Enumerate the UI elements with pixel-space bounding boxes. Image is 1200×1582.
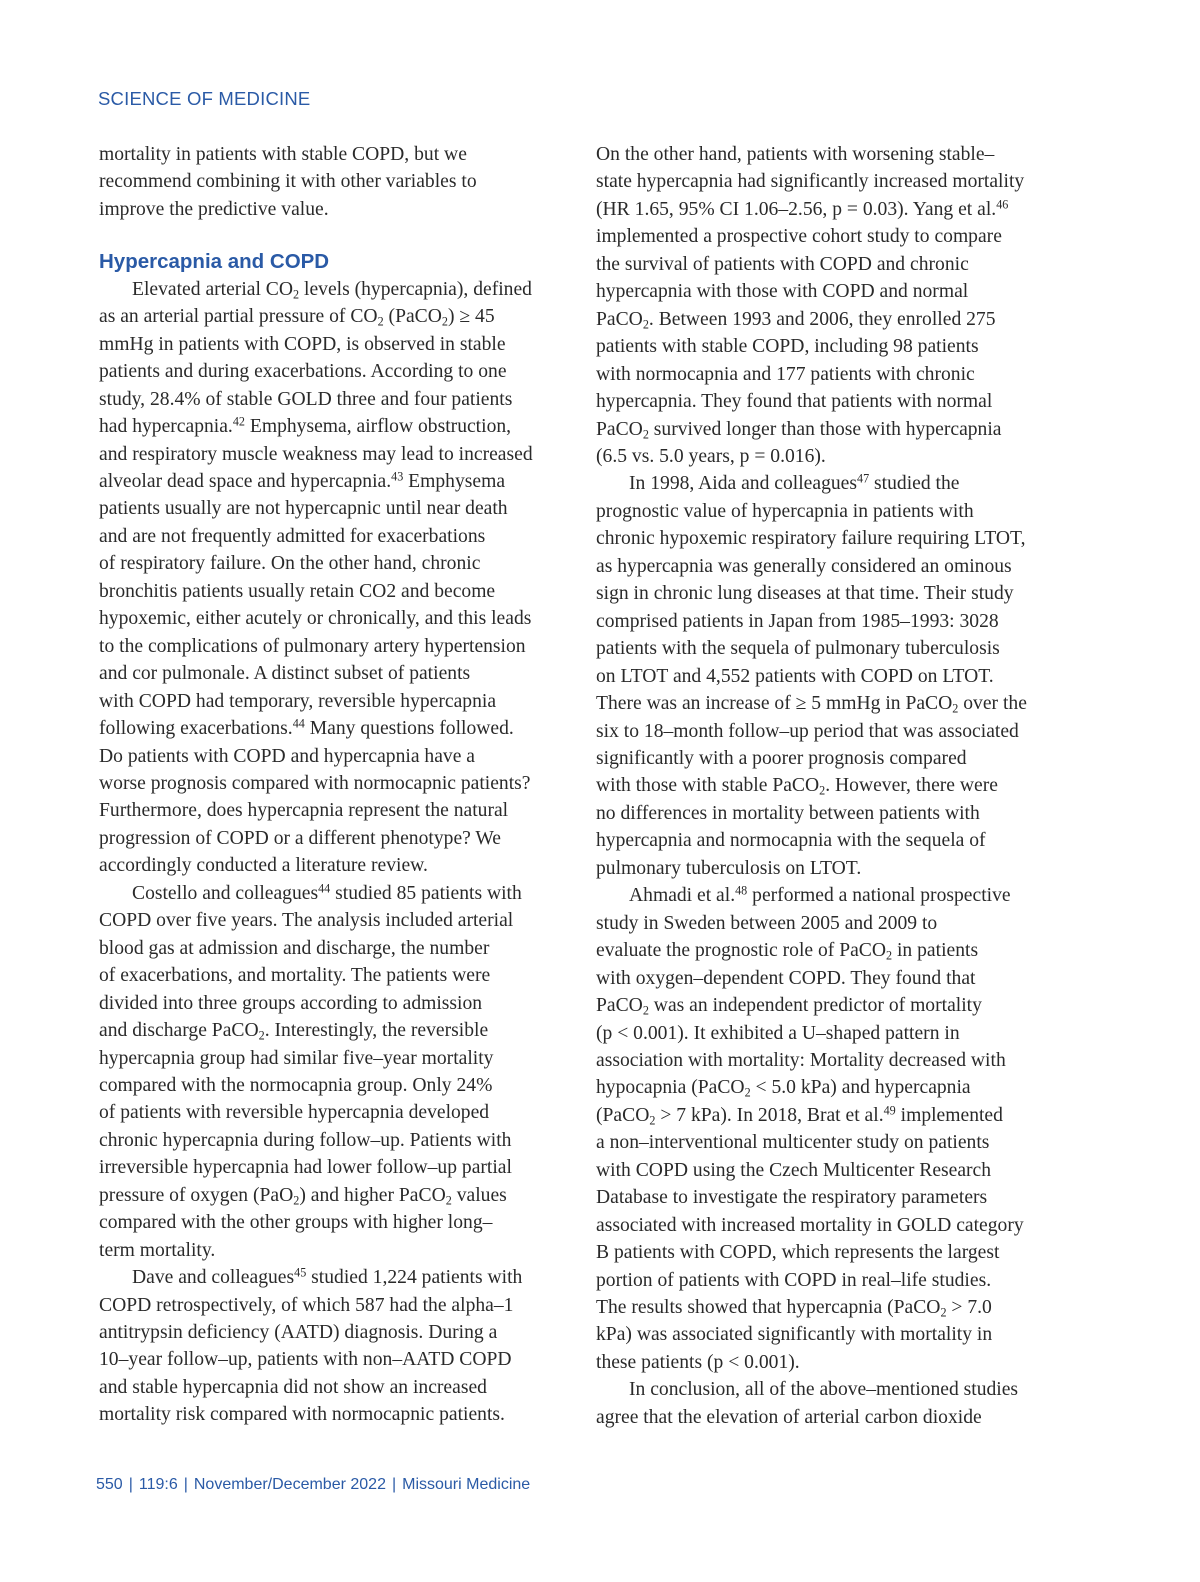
text-line: associated with increased mortality in GOLD category — [596, 1214, 1024, 1236]
text-line: following exacerbations.$^{44}$ Many questions followed. — [99, 716, 514, 740]
text-line: In conclusion, all of the above–mentioned studies — [629, 1379, 1019, 1401]
left-column — [99, 141, 571, 1429]
text-line: PaCO$_2$. Between 1993 and 2006, they enrolled 275 — [596, 308, 996, 332]
text-line: and discharge PaCO$_2$. Interestingly, the reversible — [99, 1020, 489, 1043]
text-line: with COPD had temporary, reversible hypercapnia — [99, 690, 497, 712]
citation-48: 48 — [735, 883, 748, 898]
footer-separator: | — [128, 1476, 133, 1493]
text-line: hypoxemic, either acutely or chronically, and this leads — [99, 608, 532, 630]
text-line: association with mortality: Mortality decreased with — [596, 1049, 1006, 1071]
text-line: hypercapnia with those with COPD and normal — [596, 281, 969, 303]
text-line: pulmonary tuberculosis on LTOT. — [596, 857, 862, 879]
text-line: improve the predictive value. — [99, 198, 329, 220]
text-line: COPD retrospectively, of which 587 had the alpha–1 — [99, 1294, 514, 1316]
text-line: chronic hypoxemic respiratory failure requiring LTOT, — [596, 528, 1026, 550]
text-line: state hypercapnia had significantly increased mortality — [596, 171, 1025, 193]
text-line: of patients with reversible hypercapnia developed — [99, 1102, 490, 1124]
text-line: significantly with a poorer prognosis compared — [596, 747, 967, 769]
issue-number: 119:6 — [138, 1476, 178, 1493]
text-line: patients with stable COPD, including 98 patients — [596, 336, 979, 358]
text-line: compared with the other groups with higher long– — [99, 1212, 493, 1234]
text-line: progression of COPD or a different phenotype? We — [99, 827, 501, 849]
text-line: Ahmadi et al.$^{48}$ performed a national prospective — [629, 883, 1011, 907]
paragraph-aida — [596, 470, 1070, 882]
text-line: In 1998, Aida and colleagues$^{47}$ studied the — [629, 471, 960, 495]
paragraph-dave — [99, 1264, 571, 1429]
text-line: no differences in mortality between patients with — [596, 802, 980, 824]
text-line: hypercapnia. They found that patients with normal — [596, 391, 993, 413]
text-line: comprised patients in Japan from 1985–1993: 3028 — [596, 610, 999, 632]
text-line: of exacerbations, and mortality. The patients were — [99, 965, 491, 987]
text-line: patients usually are not hypercapnic until near death — [99, 498, 508, 520]
text-line: portion of patients with COPD in real–life studies. — [596, 1269, 992, 1291]
journal-name: Missouri Medicine — [402, 1476, 531, 1493]
text-line: Dave and colleagues$^{45}$ studied 1,224 patients with — [132, 1265, 523, 1289]
text-line: agree that the elevation of arterial carbon dioxide — [596, 1406, 982, 1428]
text-line: (PaCO$_2$ > 7 kPa). In 2018, Brat et al.$^{49}$ implemented — [596, 1103, 1003, 1128]
text-line: The results showed that hypercapnia (PaCO$_2$ > 7.0 — [596, 1297, 992, 1320]
text-line: PaCO$_2$ was an independent predictor of mortality — [596, 995, 982, 1018]
paragraph-costello — [99, 880, 571, 1264]
text-line: sign in chronic lung diseases at that time. Their study — [596, 583, 1014, 605]
text-line: (HR 1.65, 95% CI 1.06–2.56, p = 0.03). Yang et al.$^{46}$ — [596, 197, 1009, 220]
text-line: with oxygen–dependent COPD. They found that — [596, 967, 976, 989]
text-line: mmHg in patients with COPD, is observed in stable — [99, 333, 506, 355]
text-line: prognostic value of hypercapnia in patients with — [596, 500, 974, 522]
text-line: B patients with COPD, which represents the largest — [596, 1242, 1000, 1264]
citation-42: 42 — [232, 414, 245, 429]
page-number: 550 — [96, 1476, 123, 1493]
text-line: (p < 0.001). It exhibited a U–shaped pattern in — [596, 1022, 960, 1044]
text-line: (6.5 vs. 5.0 years, p = 0.016). — [596, 445, 826, 467]
text-line: implemented a prospective cohort study to compare — [596, 226, 1002, 248]
citation-47: 47 — [857, 471, 870, 486]
issue-date: November/December 2022 — [193, 1476, 386, 1493]
text-line: on LTOT and 4,552 patients with COPD on LTOT. — [596, 665, 994, 687]
text-line: mortality in patients with stable COPD, but we — [99, 144, 467, 165]
text-line: as hypercapnia was generally considered an ominous — [596, 555, 1012, 577]
text-line: Elevated arterial $CO_2$ levels (hypercapnia), defined — [132, 278, 532, 302]
text-line: alveolar dead space and hypercapnia.$^{43}$ Emphysema — [99, 469, 506, 492]
text-line: On the other hand, patients with worsening stable– — [596, 144, 995, 165]
text-line: Do patients with COPD and hypercapnia have a — [99, 745, 475, 767]
text-line: bronchitis patients usually retain CO2 and become — [99, 580, 496, 602]
text-line: PaCO$_2$ survived longer than those with hypercapnia — [596, 418, 1002, 441]
text-line: hypocapnia (PaCO$_2$ < 5.0 kPa) and hypercapnia — [596, 1077, 971, 1100]
section-heading: Hypercapnia and COPD — [99, 250, 330, 274]
text-line: hypercapnia group had similar five–year mortality — [99, 1047, 494, 1069]
text-line: Database to investigate the respiratory parameters — [596, 1187, 988, 1209]
text-line: six to 18–month follow–up period that was associated — [596, 720, 1019, 742]
page-footer — [96, 1476, 530, 1494]
citation-44: 44 — [318, 881, 331, 896]
citation-45: 45 — [294, 1265, 307, 1280]
text-line: with COPD using the Czech Multicenter Research — [596, 1159, 992, 1181]
text-line: Furthermore, does hypercapnia represent the natural — [99, 800, 509, 822]
text-line: to the complications of pulmonary artery hypertension — [99, 635, 526, 657]
text-line: these patients (p < 0.001). — [596, 1351, 800, 1373]
footer-separator: | — [391, 1476, 397, 1493]
text-line: compared with the normocapnia group. Only 24% — [99, 1074, 493, 1096]
right-column — [596, 141, 1070, 1431]
paragraph-ahmadi — [596, 882, 1070, 1376]
text-line: kPa) was associated significantly with mortality in — [596, 1324, 993, 1346]
citation-43: 43 — [391, 469, 404, 484]
text-line: hypercapnia and normocapnia with the sequela of — [596, 830, 986, 852]
text-line: 10–year follow–up, patients with non–AATD COPD — [99, 1349, 512, 1371]
text-line: with normocapnia and 177 patients with chronic — [596, 363, 975, 385]
text-line: mortality risk compared with normocapnic patients. — [99, 1404, 505, 1426]
text-line: of respiratory failure. On the other hand, chronic — [99, 553, 481, 575]
text-line: recommend combining it with other variables to — [99, 171, 477, 193]
text-line: irreversible hypercapnia had lower follow–up partial — [99, 1157, 512, 1179]
text-line: patients with the sequela of pulmonary tuberculosis — [596, 638, 1000, 660]
text-line: and cor pulmonale. A distinct subset of patients — [99, 663, 471, 685]
paragraph-conclusion — [596, 1376, 1070, 1431]
text-line: had hypercapnia.$^{42}$ Emphysema, airflow obstruction, — [99, 414, 512, 438]
text-line: Costello and colleagues$^{44}$ studied 85 patients with — [132, 881, 522, 904]
text-line: patients and during exacerbations. According to one — [99, 361, 507, 383]
text-line: pressure of oxygen (PaO$_2$) and higher PaCO$_2$ values — [99, 1184, 507, 1208]
text-line: and stable hypercapnia did not show an increased — [99, 1376, 487, 1398]
text-line: divided into three groups according to admission — [99, 992, 483, 1014]
text-line: blood gas at admission and discharge, the number — [99, 937, 490, 959]
text-line: with those with stable PaCO$_2$. However, there were — [596, 775, 998, 798]
text-line: the survival of patients with COPD and chronic — [596, 253, 969, 275]
text-line: and are not frequently admitted for exacerbations — [99, 525, 486, 547]
text-line: a non–interventional multicenter study on patients — [596, 1132, 990, 1154]
paragraph-yang — [596, 141, 1070, 470]
citation-46: 46 — [996, 197, 1009, 212]
section-label: SCIENCE OF MEDICINE — [98, 88, 311, 109]
text-line: study, 28.4% of stable GOLD three and four patients — [99, 388, 513, 410]
text-line: COPD over five years. The analysis included arterial — [99, 910, 514, 932]
text-line: chronic hypercapnia during follow–up. Patients with — [99, 1129, 512, 1151]
text-line: evaluate the prognostic role of PaCO$_2$ in patients — [596, 940, 979, 963]
citation-49: 49 — [883, 1103, 896, 1118]
text-line: There was an increase of ≥ 5 mmHg in PaCO$_2$ over the — [596, 693, 1027, 716]
text-line: study in Sweden between 2005 and 2009 to — [596, 912, 938, 934]
text-line: term mortality. — [99, 1239, 216, 1261]
text-line: as an arterial partial pressure of $CO_2$ (PaCO$_2$) ≥ 45 — [99, 306, 495, 329]
text-line: antitrypsin deficiency (AATD) diagnosis. During a — [99, 1322, 498, 1344]
footer-separator: | — [183, 1476, 188, 1493]
text-line: worse prognosis compared with normocapnic patients? — [99, 772, 531, 794]
text-line: and respiratory muscle weakness may lead to increased — [99, 443, 533, 465]
citation-44: 44 — [292, 716, 305, 731]
text-line: accordingly conducted a literature review. — [99, 855, 428, 877]
paragraph-hypercapnia-intro — [99, 276, 571, 880]
